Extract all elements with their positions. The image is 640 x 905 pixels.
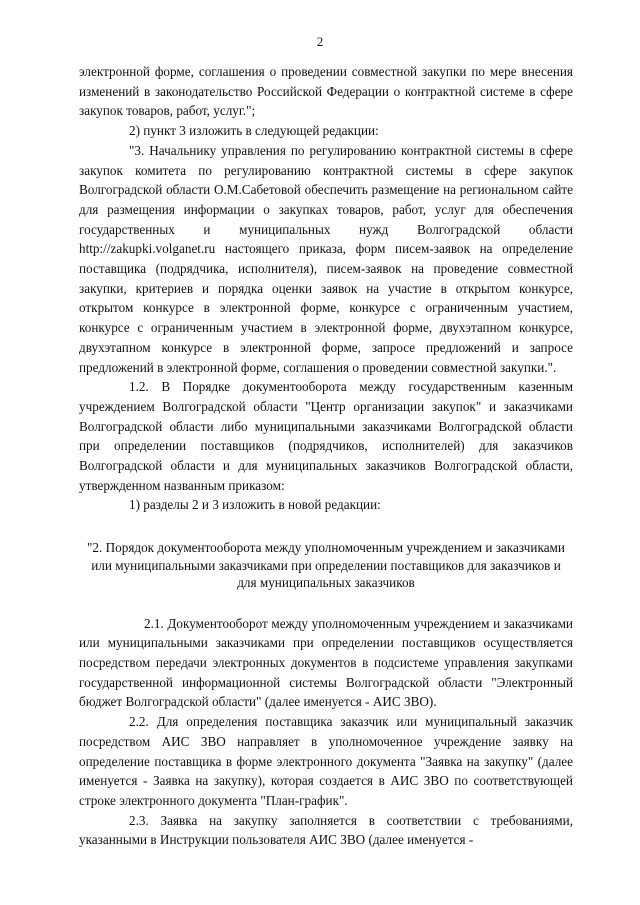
document-body [79,62,573,850]
paragraph-2-3: 2.3. Заявка на закупку заполняется в соответствии с требованиями, указанными в Инструкции пользователя АИС ЗВО (далее именуется - [79,812,573,848]
paragraph-item-2: 2) пункт 3 изложить в следующей редакции: [129,123,379,139]
paragraph-2-2: 2.2. Для определения поставщика заказчик или муниципальный заказчик посредством АИС ЗВО направляет в уполномоченное учреждение заявку на определение поставщика в форме электронного документа "Заявка на закупку" (далее именуется - Заявка на закупку), которая создается в АИС ЗВО по соответствующей строке электронного документа "План-график". [79,714,573,808]
section-heading: "2. Порядок документооборота между уполномоченным учреждением и заказчиками или муниципальными заказчиками при определении поставщиков для заказчиков и для муниципальных заказчиков [87,540,565,591]
paragraph-1-2: 1.2. В Порядке документооборота между государственным казенным учреждением Волгоградской области "Центр организации закупок" и заказчиками Волгоградской области либо муниципальными заказчиками Волгоградской области при определении поставщиков (подрядчиков, исполнителей) для заказчиков Волгоградской области и для муниципальных заказчиков Волгоградской области, утвержденном названным приказом: [79,379,573,493]
paragraph-continuation: электронной форме, соглашения о проведении совместной закупки по мере внесения изменений в законодательство Российской Федерации о контрактной системе в сфере закупок товаров, работ, услуг."; [79,64,573,119]
paragraph-2-1: 2.1. Документооборот между уполномоченным учреждением и заказчиками или муниципальными заказчиками при определении поставщиков осуществляется посредством передачи электронных документов в подсистеме управления закупками государственной информационной системы Волгоградской области "Электронный бюджет Волгоградской области" (далее именуется - АИС ЗВО). [79,615,573,710]
paragraph-clause-3: "3. Начальнику управления по регулированию контрактной системы в сфере закупок комитета по регулированию контрактной системы в сфере закупок Волгоградской области О.М.Сабетовой обеспечить размещение на региональном сайте для размещения информации о закупках товаров, работ, услуг для обеспечения государственных и муниципальных нужд Волгоградской области http://zakupki.volganet.ru настоящего приказа, форм писем-заявок на определение поставщика (подрядчика, исполнителя), писем-заявок на проведение совместной закупки, критериев и порядка оценки заявок на участие в открытом конкурсе, открытом конкурсе в электронной форме, конкурсе с ограниченным участием, конкурсе с ограниченным участием в электронной форме, двухэтапном конкурсе, двухэтапном конкурсе в электронной форме, запросе предложений и запросе предложений в электронной форме, соглашения о проведении совместной закупки.". [79,142,573,375]
page-number: 2 [316,34,324,49]
paragraph-item-1: 1) разделы 2 и 3 изложить в новой редакции: [129,497,381,513]
